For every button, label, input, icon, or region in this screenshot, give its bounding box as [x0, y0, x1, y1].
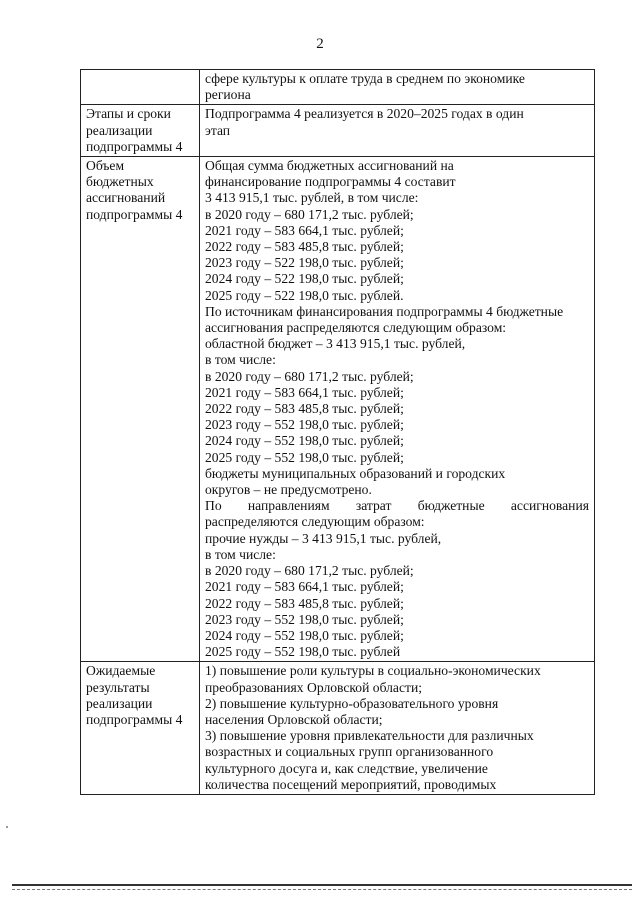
row-content-line: в 2020 году – 680 171,2 тыс. рублей; — [205, 563, 414, 579]
row-label-line: реализации — [86, 695, 153, 711]
row-content-line: населения Орловской области; — [205, 711, 383, 727]
row-content-cell — [200, 70, 595, 105]
row-content-line: количества посещений мероприятий, проводимых — [205, 776, 497, 792]
row-content-line: 2022 году – 583 485,8 тыс. рублей; — [205, 239, 404, 255]
row-content-line: прочие нужды – 3 413 915,1 тыс. рублей, — [205, 530, 442, 546]
row-label-line: Объем — [86, 158, 125, 174]
row-content-cell — [200, 662, 595, 795]
row-content-line: 2023 году – 552 198,0 тыс. рублей; — [205, 417, 404, 433]
table-row — [81, 157, 595, 662]
bottom-rule — [12, 884, 632, 886]
row-content-line: 3 413 915,1 тыс. рублей, в том числе: — [205, 190, 419, 206]
row-content-line: 2025 году – 552 198,0 тыс. рублей — [205, 644, 401, 660]
row-content-line: 2025 году – 522 198,0 тыс. рублей. — [205, 287, 404, 303]
row-content-cell — [200, 157, 595, 662]
row-content-line: 2021 году – 583 664,1 тыс. рублей; — [205, 222, 404, 238]
table-row — [81, 105, 595, 157]
row-content-line: 2025 году – 552 198,0 тыс. рублей; — [205, 449, 404, 465]
row-content-line: 2022 году – 583 485,8 тыс. рублей; — [205, 401, 404, 417]
row-label-cell — [81, 70, 200, 105]
row-content-line: областной бюджет – 3 413 915,1 тыс. рублей, — [205, 336, 466, 352]
row-content-line: По источникам финансирования подпрограммы 4 бюджетные — [205, 303, 564, 319]
row-label-line: реализации — [86, 122, 153, 138]
row-content-line: 2022 году – 583 485,8 тыс. рублей; — [205, 595, 404, 611]
row-content-line: этап — [205, 122, 231, 138]
row-label-line: результаты — [86, 679, 150, 695]
margin-mark — [6, 826, 8, 828]
row-content-line: преобразованиях Орловской области; — [205, 679, 422, 695]
row-content-line: распределяются следующим образом: — [205, 514, 425, 530]
row-content-line: сфере культуры к оплате труда в среднем по экономике — [205, 71, 525, 86]
row-content-line: бюджеты муниципальных образований и городских — [205, 465, 506, 481]
row-label-line: подпрограммы 4 — [86, 138, 183, 154]
row-content-line: финансирование подпрограммы 4 составит — [205, 174, 456, 190]
row-content-line: в том числе: — [205, 352, 276, 368]
row-content-line: 2021 году – 583 664,1 тыс. рублей; — [205, 579, 404, 595]
row-label-cell — [81, 157, 200, 662]
passport-table — [80, 69, 595, 795]
row-content-line: По направлениям затрат бюджетные ассигнования — [205, 498, 589, 514]
bottom-rule-dashed — [12, 889, 632, 890]
row-content-line: в том числе: — [205, 546, 276, 562]
row-content-line: 2) повышение культурно-образовательного уровня — [205, 695, 499, 711]
row-content-line: Общая сумма бюджетных ассигнований на — [205, 158, 454, 174]
row-content-line: в 2020 году – 680 171,2 тыс. рублей; — [205, 206, 414, 222]
row-content-line: 1) повышение роли культуры в социально-экономических — [205, 663, 541, 679]
row-label-line: подпрограммы 4 — [86, 711, 183, 727]
table-row — [81, 70, 595, 105]
row-content-line: Подпрограмма 4 реализуется в 2020–2025 годах в один — [205, 106, 524, 122]
row-label-line: ассигнований — [86, 190, 166, 206]
table-row — [81, 662, 595, 795]
page-number: 2 — [316, 36, 324, 52]
row-content-line: 2024 году – 552 198,0 тыс. рублей; — [205, 627, 404, 643]
row-label-cell — [81, 105, 200, 157]
row-content-line: культурного досуга и, как следствие, увеличение — [205, 760, 488, 776]
row-content-line: 3) повышение уровня привлекательности для различных — [205, 728, 534, 744]
row-content-line: 2023 году – 552 198,0 тыс. рублей; — [205, 611, 404, 627]
row-label-line: Этапы и сроки — [86, 106, 171, 122]
row-content-line: 2024 году – 522 198,0 тыс. рублей; — [205, 271, 404, 287]
row-content-line: округов – не предусмотрено. — [205, 482, 372, 498]
row-content-line: ассигнования распределяются следующим образом: — [205, 320, 507, 336]
row-label-line: подпрограммы 4 — [86, 206, 183, 222]
row-label-cell — [81, 662, 200, 795]
row-label-line: бюджетных — [86, 174, 154, 190]
row-content-line: возрастных и социальных групп организованного — [205, 744, 494, 760]
row-content-line: 2023 году – 522 198,0 тыс. рублей; — [205, 255, 404, 271]
row-content-line: в 2020 году – 680 171,2 тыс. рублей; — [205, 368, 414, 384]
row-content-line: 2021 году – 583 664,1 тыс. рублей; — [205, 384, 404, 400]
row-content-line: 2024 году – 552 198,0 тыс. рублей; — [205, 433, 404, 449]
row-content-line: региона — [205, 87, 251, 103]
row-content-cell — [200, 105, 595, 157]
row-label-line: Ожидаемые — [86, 663, 156, 679]
